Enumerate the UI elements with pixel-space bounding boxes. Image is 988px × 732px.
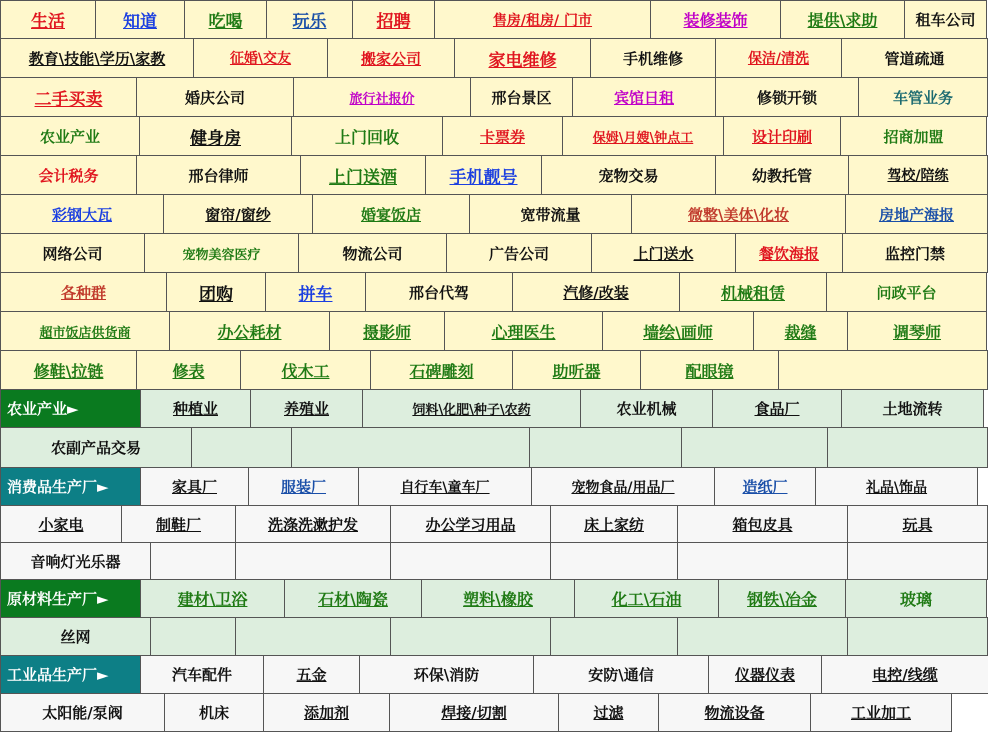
link-industrial-processing[interactable]: 工业加工 xyxy=(810,693,952,732)
link-steel-tile[interactable]: 彩钢大瓦 xyxy=(0,194,164,234)
empty-cell xyxy=(550,542,678,580)
link-cleaning[interactable]: 保洁/清洗 xyxy=(715,38,842,78)
section-row xyxy=(0,467,988,506)
link-restaurant[interactable]: 餐饮海报 xyxy=(735,233,843,273)
link-beauty[interactable]: 微整\美体\化妆 xyxy=(631,194,846,234)
link-car-rental[interactable]: 租车公司 xyxy=(904,0,987,39)
link-advertising[interactable]: 广告公司 xyxy=(446,233,592,273)
empty-cell xyxy=(550,617,678,656)
empty-cell xyxy=(677,542,848,580)
section-header-agriculture[interactable]: 农业产业► xyxy=(0,389,141,428)
link-groups[interactable]: 各种群 xyxy=(0,272,167,312)
link-recycling[interactable]: 上门回收 xyxy=(291,116,443,156)
link-group-buy[interactable]: 团购 xyxy=(166,272,266,312)
link-pets[interactable]: 宠物交易 xyxy=(541,155,716,195)
link-logging[interactable]: 伐木工 xyxy=(240,350,371,390)
link-pipe[interactable]: 管道疏通 xyxy=(841,38,988,78)
link-clothing[interactable]: 服装厂 xyxy=(248,467,359,506)
link-childcare[interactable]: 幼教托管 xyxy=(715,155,849,195)
link-travel[interactable]: 旅行社报价 xyxy=(293,77,471,117)
link-education[interactable]: 教育\技能\学历\家教 xyxy=(0,38,194,78)
link-hardware[interactable]: 五金 xyxy=(263,655,360,694)
link-phone-repair[interactable]: 手机维修 xyxy=(590,38,716,78)
link-small-appliance[interactable]: 小家电 xyxy=(0,505,122,543)
link-gifts[interactable]: 礼品\饰品 xyxy=(815,467,978,506)
empty-cell xyxy=(390,542,551,580)
empty-cell xyxy=(150,617,236,656)
empty-cell xyxy=(827,427,988,468)
link-franchise[interactable]: 招商加盟 xyxy=(840,116,987,156)
link-breeding[interactable]: 养殖业 xyxy=(250,389,363,428)
link-fun[interactable]: 玩乐 xyxy=(266,0,353,39)
link-driver[interactable]: 邢台代驾 xyxy=(365,272,513,312)
link-carpool[interactable]: 拼车 xyxy=(265,272,366,312)
link-bicycle[interactable]: 自行车\童车厂 xyxy=(358,467,532,506)
link-water-delivery[interactable]: 上门送水 xyxy=(591,233,736,273)
link-real-estate[interactable]: 房地产海报 xyxy=(845,194,988,234)
link-pet-medical[interactable]: 宠物美容医疗 xyxy=(144,233,299,273)
link-banquet[interactable]: 婚宴饭店 xyxy=(312,194,470,234)
link-jobs[interactable]: 招聘 xyxy=(352,0,435,39)
grid-row xyxy=(0,194,988,234)
link-paper[interactable]: 造纸厂 xyxy=(714,467,816,506)
link-stone-carving[interactable]: 石碑雕刻 xyxy=(370,350,513,390)
link-steel[interactable]: 钢铁\冶金 xyxy=(718,579,846,618)
link-toys[interactable]: 玩具 xyxy=(847,505,988,543)
link-fire-safety[interactable]: 环保\消防 xyxy=(359,655,534,694)
link-politics[interactable]: 问政平台 xyxy=(826,272,987,312)
link-photographer[interactable]: 摄影师 xyxy=(329,311,445,351)
empty-cell xyxy=(235,542,391,580)
empty-cell xyxy=(677,617,848,656)
section-row xyxy=(0,505,988,543)
link-bedding[interactable]: 床上家纺 xyxy=(550,505,678,543)
link-land-transfer[interactable]: 土地流转 xyxy=(841,389,984,428)
section-row xyxy=(0,617,988,656)
link-stationery[interactable]: 办公学习用品 xyxy=(390,505,551,543)
link-vehicle-admin[interactable]: 车管业务 xyxy=(858,77,988,117)
link-hearing-aid[interactable]: 助听器 xyxy=(512,350,641,390)
link-planting[interactable]: 种植业 xyxy=(140,389,251,428)
empty-cell xyxy=(681,427,828,468)
grid-row xyxy=(0,38,988,78)
link-network[interactable]: 网络公司 xyxy=(0,233,145,273)
section-row xyxy=(0,655,988,694)
link-solar-pump[interactable]: 太阳能/泵阀 xyxy=(0,693,165,732)
link-printing[interactable]: 设计印刷 xyxy=(723,116,841,156)
link-scenic[interactable]: 邢台景区 xyxy=(470,77,573,117)
empty-cell xyxy=(847,617,988,656)
link-filter[interactable]: 过滤 xyxy=(558,693,659,732)
link-farm-produce[interactable]: 农副产品交易 xyxy=(0,427,192,468)
empty-cell xyxy=(291,427,530,468)
section-row xyxy=(0,542,988,580)
link-farm-machine[interactable]: 农业机械 xyxy=(580,389,713,428)
grid-row xyxy=(0,350,988,390)
link-locksmith[interactable]: 修锁开锁 xyxy=(715,77,859,117)
link-pet-food[interactable]: 宠物食品/用品厂 xyxy=(531,467,715,506)
link-wedding[interactable]: 婚庆公司 xyxy=(136,77,294,117)
link-hotel[interactable]: 宾馆日租 xyxy=(572,77,716,117)
section-header-raw-materials[interactable]: 原材料生产厂► xyxy=(0,579,141,618)
link-plastic-rubber[interactable]: 塑料\橡胶 xyxy=(421,579,575,618)
grid-row xyxy=(0,233,988,273)
link-agriculture[interactable]: 农业产业 xyxy=(0,116,140,156)
empty-cell xyxy=(529,427,682,468)
link-food-factory[interactable]: 食品厂 xyxy=(712,389,842,428)
empty-cell xyxy=(778,350,988,390)
link-office-supplies[interactable]: 办公耗材 xyxy=(169,311,330,351)
link-wire-mesh[interactable]: 丝网 xyxy=(0,617,151,656)
link-luggage[interactable]: 箱包皮具 xyxy=(677,505,848,543)
grid-row xyxy=(0,272,988,312)
link-supplier[interactable]: 超市饭店供货商 xyxy=(0,311,170,351)
empty-cell xyxy=(150,542,236,580)
link-additive[interactable]: 添加剂 xyxy=(263,693,390,732)
link-chemical[interactable]: 化工\石油 xyxy=(574,579,719,618)
link-zhidao[interactable]: 知道 xyxy=(95,0,185,39)
link-instruments[interactable]: 仪器仪表 xyxy=(708,655,822,694)
section-row xyxy=(0,389,988,428)
section-header-industrial[interactable]: 工业品生产厂► xyxy=(0,655,141,694)
link-driving-school[interactable]: 驾校/陪练 xyxy=(848,155,988,195)
grid-row xyxy=(0,0,988,39)
empty-cell xyxy=(847,542,988,580)
section-row xyxy=(0,693,988,732)
link-decoration[interactable]: 装修装饰 xyxy=(650,0,781,39)
link-nanny[interactable]: 保姆\月嫂\钟点工 xyxy=(562,116,724,156)
link-phone-number[interactable]: 手机靓号 xyxy=(425,155,542,195)
section-row xyxy=(0,579,988,618)
link-housing[interactable]: 售房/租房/ 门市 xyxy=(434,0,651,39)
link-shoes[interactable]: 制鞋厂 xyxy=(121,505,236,543)
link-mural[interactable]: 墙绘\画师 xyxy=(602,311,754,351)
link-wine-delivery[interactable]: 上门送酒 xyxy=(300,155,426,195)
link-second-hand[interactable]: 二手买卖 xyxy=(0,77,137,117)
link-dating[interactable]: 征婚\交友 xyxy=(193,38,328,78)
link-electric-cable[interactable]: 电控/线缆 xyxy=(821,655,988,694)
link-tailor[interactable]: 裁缝 xyxy=(753,311,848,351)
link-glass[interactable]: 玻璃 xyxy=(845,579,987,618)
link-cards[interactable]: 卡票券 xyxy=(442,116,563,156)
link-furniture[interactable]: 家具厂 xyxy=(140,467,249,506)
link-broadband[interactable]: 宽带流量 xyxy=(469,194,632,234)
link-stone-ceramic[interactable]: 石材\陶瓷 xyxy=(284,579,422,618)
grid-row xyxy=(0,116,988,156)
link-watch-repair[interactable]: 修表 xyxy=(136,350,241,390)
grid-row xyxy=(0,311,988,351)
empty-cell xyxy=(390,617,551,656)
grid-row xyxy=(0,77,988,117)
link-machine-tool[interactable]: 机床 xyxy=(164,693,264,732)
empty-cell xyxy=(235,617,391,656)
link-logistics-equip[interactable]: 物流设备 xyxy=(658,693,811,732)
link-lawyer[interactable]: 邢台律师 xyxy=(136,155,301,195)
link-piano-tuner[interactable]: 调琴师 xyxy=(847,311,987,351)
link-telecom[interactable]: 安防\通信 xyxy=(533,655,709,694)
link-auto-repair[interactable]: 汽修/改装 xyxy=(512,272,680,312)
link-machinery[interactable]: 机械租赁 xyxy=(679,272,827,312)
link-gym[interactable]: 健身房 xyxy=(139,116,292,156)
link-life[interactable]: 生活 xyxy=(0,0,96,39)
link-psychologist[interactable]: 心理医生 xyxy=(444,311,603,351)
link-feed[interactable]: 饲料\化肥\种子\农药 xyxy=(362,389,581,428)
link-logistics[interactable]: 物流公司 xyxy=(298,233,447,273)
link-curtains[interactable]: 窗帘/窗纱 xyxy=(163,194,313,234)
link-washing[interactable]: 洗涤洗漱护发 xyxy=(235,505,391,543)
grid-row xyxy=(0,155,988,195)
link-building-materials[interactable]: 建材\卫浴 xyxy=(140,579,285,618)
link-accounting[interactable]: 会计税务 xyxy=(0,155,137,195)
link-glasses[interactable]: 配眼镜 xyxy=(640,350,779,390)
link-shoe-repair[interactable]: 修鞋\拉链 xyxy=(0,350,137,390)
link-appliance-repair[interactable]: 家电维修 xyxy=(454,38,591,78)
empty-cell xyxy=(191,427,292,468)
section-header-consumer[interactable]: 消费品生产厂► xyxy=(0,467,141,506)
link-audio-lighting[interactable]: 音响灯光乐器 xyxy=(0,542,151,580)
link-moving[interactable]: 搬家公司 xyxy=(327,38,455,78)
link-food[interactable]: 吃喝 xyxy=(184,0,267,39)
link-welding[interactable]: 焊接/切割 xyxy=(389,693,559,732)
link-auto-parts[interactable]: 汽车配件 xyxy=(140,655,264,694)
link-help[interactable]: 提供\求助 xyxy=(780,0,905,39)
section-row xyxy=(0,427,988,468)
link-security[interactable]: 监控门禁 xyxy=(842,233,988,273)
